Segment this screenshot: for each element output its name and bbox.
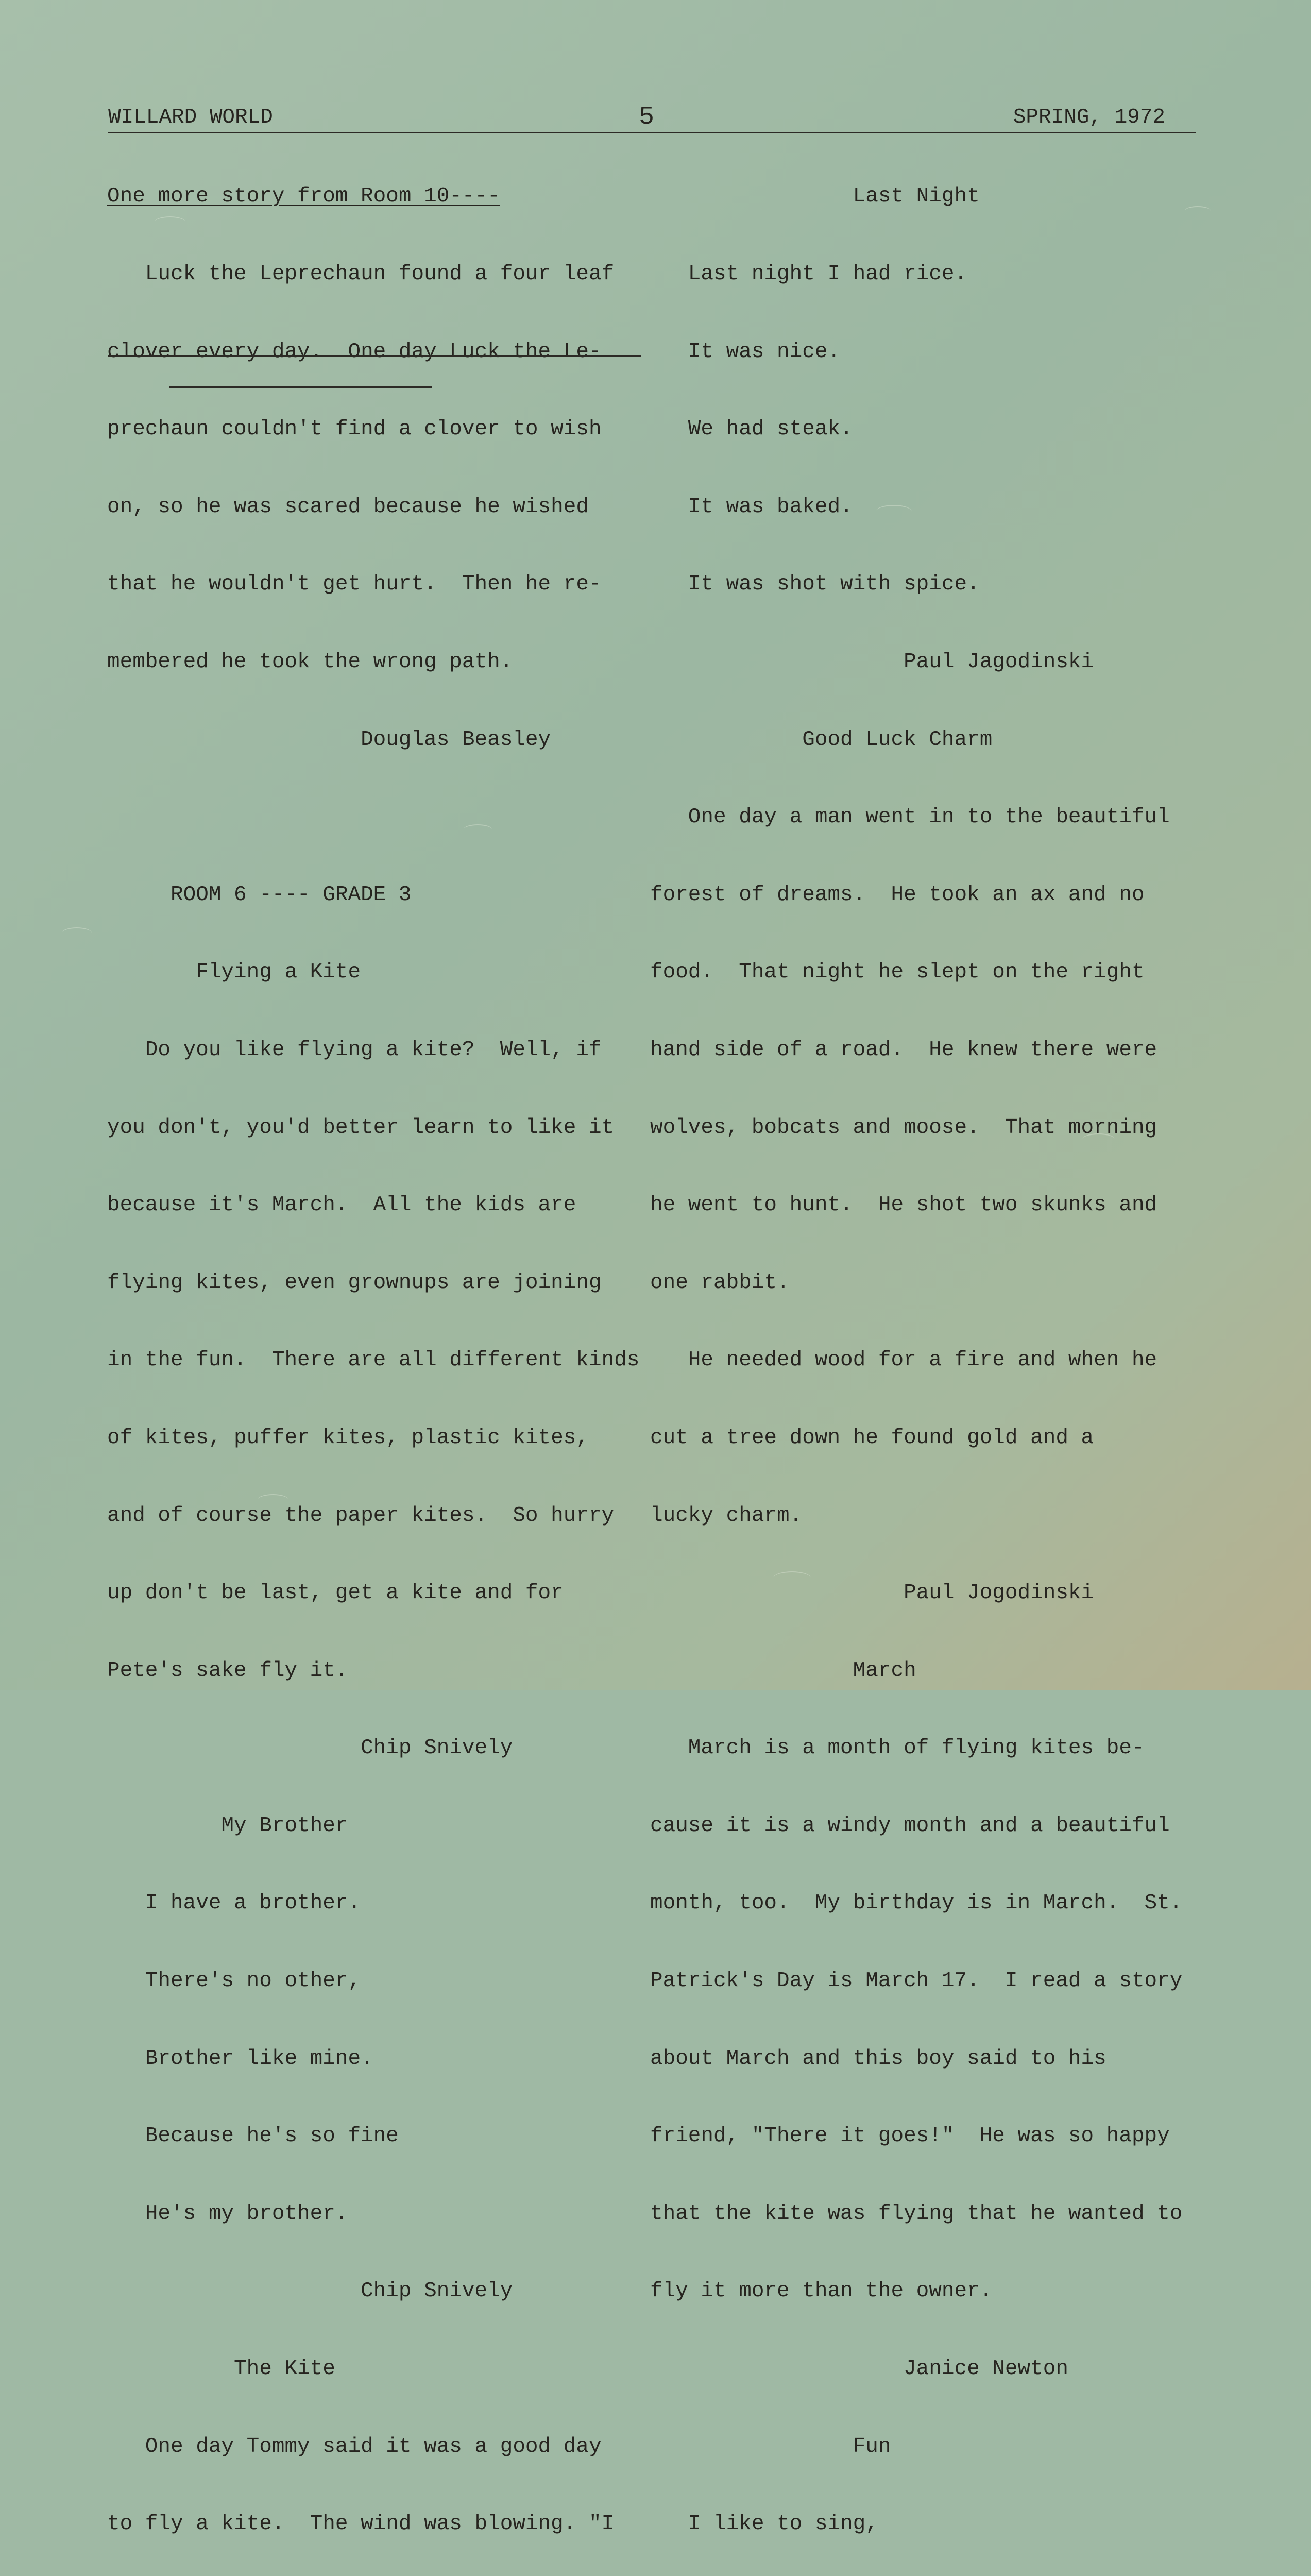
left-column [107,132,653,2576]
author-line: Chip Snively [107,2279,513,2303]
text-line: food. That night he slept on the right [650,960,1145,985]
section-heading: ROOM 6 ---- GRADE 3 [107,883,412,907]
text-line: to fly a kite. The wind was blowing. "I [107,2512,615,2536]
text-line: that he wouldn't get hurt. Then he re- [107,572,602,597]
text-line: one rabbit. [650,1270,790,1295]
text-line: you don't, you'd better learn to like it [107,1115,615,1140]
text-line: fly it more than the owner. [650,2279,993,2303]
author-line: Janice Newton [650,2357,1068,2381]
text-line: lucky charm. [650,1503,803,1528]
text-line: He's my brother. [107,2201,348,2226]
text-line: of kites, puffer kites, plastic kites, [107,1426,589,1450]
text-line: hand side of a road. He knew there were [650,1038,1157,1062]
text-line: One day a man went in to the beautiful [650,805,1170,829]
story-title: March [650,1658,916,1683]
text-line: forest of dreams. He took an ax and no [650,883,1145,907]
text-line: flying kites, even grownups are joining [107,1270,602,1295]
story-title: Fun [650,2434,891,2459]
text-line: because it's March. All the kids are [107,1193,576,1217]
text-line: It was shot with spice. [650,572,980,597]
text-line: cut a tree down he found gold and a [650,1426,1094,1450]
story-title: Good Luck Charm [650,727,993,752]
text-line: Patrick's Day is March 17. I read a story [650,1969,1183,1993]
text-line: cause it is a windy month and a beautiful [650,1814,1170,1838]
text-line: Last night I had rice. [650,262,967,286]
text-line: about March and this boy said to his [650,2046,1106,2071]
story-title: Flying a Kite [107,960,361,985]
text-line: One day Tommy said it was a good day [107,2434,602,2459]
text-line: clover every day. One day Luck the Le- [107,340,602,364]
right-column [650,132,1206,2576]
text-line: March is a month of flying kites be- [650,1736,1145,1760]
text-line: Pete's sake fly it. [107,1658,348,1683]
text-line: friend, "There it goes!" He was so happy [650,2124,1170,2148]
text-line: month, too. My birthday is in March. St. [650,1891,1183,1916]
text-line: We had steak. [650,417,853,442]
text-line: in the fun. There are all different kinds [107,1348,640,1372]
story-title: The Kite [107,2357,335,2381]
heading-underline [169,386,432,388]
author-line: Paul Jogodinski [650,1581,1094,1605]
text-line: Luck the Leprechaun found a four leaf [107,262,615,286]
text-line: It was baked. [650,495,853,519]
text-line: prechaun couldn't find a clover to wish [107,417,602,442]
page-header [108,103,1196,133]
text-line: It was nice. [650,340,841,364]
text-line: Brother like mine. [107,2046,373,2071]
text-line: I like to sing, [650,2512,878,2536]
text-line: on, so he was scared because he wished [107,495,589,519]
author-line: Paul Jagodinski [650,650,1094,674]
page-number: 5 [639,103,655,132]
section-divider [108,355,641,357]
text-line: He needed wood for a fire and when he [650,1348,1157,1372]
text-line: There's no other, [107,1969,361,1993]
text-line: Do you like flying a kite? Well, if [107,1038,602,1062]
text-line: wolves, bobcats and moose. That morning [650,1115,1157,1140]
story-title: Last Night [650,184,980,209]
text-line: Because he's so fine [107,2124,399,2148]
text-line: that the kite was flying that he wanted to [650,2201,1183,2226]
blank-line [107,804,653,830]
text-line: he went to hunt. He shot two skunks and [650,1193,1157,1217]
issue-date: SPRING, 1972 [1013,106,1165,129]
author-line: Chip Snively [107,1736,513,1760]
text-line: and of course the paper kites. So hurry [107,1503,615,1528]
author-line: Douglas Beasley [107,727,551,752]
text-line: membered he took the wrong path. [107,650,513,674]
text-line: up don't be last, get a kite and for [107,1581,564,1605]
story-title: My Brother [107,1814,348,1838]
section-heading: One more story from Room 10---- [107,184,500,209]
publication-title: WILLARD WORLD [108,106,273,129]
text-line: I have a brother. [107,1891,361,1916]
